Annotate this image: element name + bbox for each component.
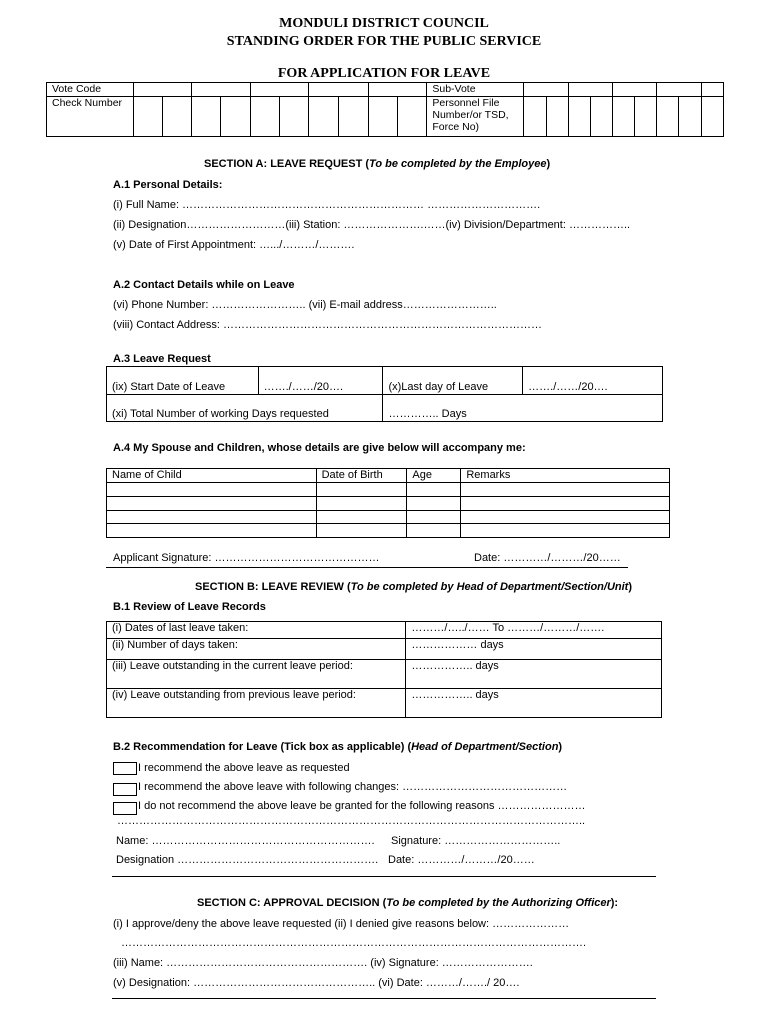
check-number-cell[interactable] — [338, 97, 369, 137]
start-date-field[interactable]: ……./……/20…. — [258, 367, 383, 395]
child-dob-cell[interactable] — [316, 524, 407, 538]
personnel-file-cell[interactable] — [701, 97, 723, 137]
approver-name-signature-field[interactable]: (iii) Name: ………………………………………………. (iv) Signature: ……………………. — [113, 957, 533, 969]
vote-code-cell[interactable] — [308, 83, 369, 97]
section-a-title-text: SECTION A: LEAVE REQUEST ( — [204, 158, 370, 170]
total-days-field[interactable]: ………….. Days — [383, 395, 663, 422]
applicant-signature-field[interactable]: Applicant Signature: ……………………………………… — [113, 552, 380, 564]
child-dob-cell[interactable] — [316, 511, 407, 524]
last-day-field[interactable]: ……./……/20…. — [523, 367, 663, 395]
section-c-divider — [112, 998, 656, 999]
personnel-file-line: Personnel File — [432, 97, 500, 109]
child-name-cell[interactable] — [107, 524, 317, 538]
children-row — [107, 511, 670, 524]
sub-vote-cell[interactable] — [701, 83, 723, 97]
vote-code-cell[interactable] — [134, 83, 192, 97]
a1-heading: A.1 Personal Details: — [113, 179, 223, 191]
children-table — [106, 468, 670, 538]
personnel-file-line: Number/or TSD, — [432, 109, 509, 121]
b2-heading-close: ) — [558, 741, 563, 753]
children-header-age: Age — [407, 469, 461, 483]
check-number-label: Check Number — [47, 97, 134, 137]
children-row — [107, 497, 670, 511]
section-a-title-note: To be completed by the Employee — [369, 158, 547, 170]
sub-vote-cell[interactable] — [524, 83, 569, 97]
children-header-name: Name of Child — [107, 469, 317, 483]
a2-heading: A.2 Contact Details while on Leave — [113, 279, 295, 291]
vote-code-cell[interactable] — [250, 83, 308, 97]
record-label: (ii) Number of days taken: — [107, 639, 406, 660]
section-b-divider — [112, 876, 656, 877]
section-c-title-close: ): — [610, 897, 619, 909]
reviewer-designation-field[interactable]: Designation ………………………………………………. — [116, 854, 379, 866]
record-label: (iii) Leave outstanding in the current leave period: — [107, 660, 406, 689]
full-name-field[interactable]: (i) Full Name: ………………………………………………………… …………………………. — [113, 199, 541, 211]
children-header-dob: Date of Birth — [316, 469, 407, 483]
start-date-label: (ix) Start Date of Leave — [107, 367, 259, 395]
check-number-cell[interactable] — [134, 97, 163, 137]
reviewer-date-field[interactable]: Date: …………/………/20…… — [388, 854, 535, 866]
personnel-file-cell[interactable] — [546, 97, 568, 137]
sub-vote-cell[interactable] — [657, 83, 702, 97]
council-name: MONDULI DISTRICT COUNCIL — [279, 16, 489, 31]
a3-heading: A.3 Leave Request — [113, 353, 211, 365]
designation-station-division-field[interactable]: (ii) Designation………………………(iii) Station: ………………….……(iv) Division/Department: …………….. — [113, 219, 631, 231]
first-appointment-field[interactable]: (v) Date of First Appointment: ….../………/………. — [113, 239, 355, 251]
b2-heading-note: Head of Department/Section — [411, 741, 559, 753]
vote-code-label: Vote Code — [47, 83, 134, 97]
leave-request-table — [106, 366, 663, 422]
personnel-file-cell[interactable] — [591, 97, 613, 137]
check-number-cell[interactable] — [308, 97, 338, 137]
sub-vote-cell[interactable] — [568, 83, 613, 97]
child-remarks-cell[interactable] — [461, 511, 670, 524]
check-number-cell[interactable] — [220, 97, 250, 137]
section-b-title-text: SECTION B: LEAVE REVIEW ( — [195, 581, 351, 593]
a4-heading: A.4 My Spouse and Children, whose details are give below will accompany me: — [113, 442, 526, 454]
section-c-title-note: To be completed by the Authorizing Officer — [386, 897, 611, 909]
personnel-file-cell[interactable] — [524, 97, 546, 137]
vote-code-cell[interactable] — [191, 83, 250, 97]
section-a-title-close: ) — [546, 158, 551, 170]
recommend-option-label: I recommend the above leave as requested — [138, 762, 350, 774]
phone-email-field[interactable]: (vi) Phone Number: …………………….. (vii) E-mail address…………………….. — [113, 299, 497, 311]
personnel-file-line: Force No) — [432, 121, 480, 133]
check-number-cell[interactable] — [250, 97, 279, 137]
denial-reasons-field[interactable]: ………………………………………………………………………………………………………………. — [121, 937, 587, 949]
record-value-field[interactable]: …………….. days — [406, 660, 662, 689]
record-value-field[interactable]: ………/…../…… To ………/………/……. — [406, 622, 662, 639]
leave-records-table — [106, 621, 662, 718]
check-number-cell[interactable] — [191, 97, 220, 137]
b2-heading-text: B.2 Recommendation for Leave (Tick box as applicable) ( — [113, 741, 412, 753]
b1-heading: B.1 Review of Leave Records — [113, 601, 266, 613]
section-b-title-close: ) — [628, 581, 632, 593]
personnel-file-cell[interactable] — [634, 97, 656, 137]
recommend-checkbox[interactable] — [113, 762, 137, 775]
section-b-title-note: To be completed by Head of Department/Section/Unit — [350, 581, 629, 593]
children-header-remarks: Remarks — [461, 469, 670, 483]
personnel-file-label — [427, 97, 524, 137]
recommend-changes-option-label[interactable]: I recommend the above leave with following changes: ……………………………………… — [138, 781, 568, 793]
child-name-cell[interactable] — [107, 497, 317, 511]
check-number-cell[interactable] — [279, 97, 308, 137]
record-label: (i) Dates of last leave taken: — [107, 622, 406, 639]
check-number-cell[interactable] — [369, 97, 398, 137]
contact-address-field[interactable]: (viii) Contact Address: …………………………………………………………………………… — [113, 319, 543, 331]
approve-deny-field[interactable]: (i) I approve/deny the above leave requested (ii) I denied give reasons below: ………………… — [113, 918, 570, 930]
b2-heading — [113, 741, 562, 753]
personnel-file-cell[interactable] — [613, 97, 634, 137]
section-b-title — [195, 581, 632, 593]
child-age-cell[interactable] — [407, 483, 461, 497]
child-age-cell[interactable] — [407, 524, 461, 538]
section-a-divider — [106, 567, 628, 568]
check-number-cell[interactable] — [162, 97, 191, 137]
not-recommend-option-label[interactable]: I do not recommend the above leave be granted for the following reasons …………………… — [138, 800, 586, 812]
recommend-changes-checkbox[interactable] — [113, 783, 137, 796]
personnel-file-cell[interactable] — [679, 97, 701, 137]
not-recommend-checkbox[interactable] — [113, 802, 137, 815]
approver-designation-date-field[interactable]: (v) Designation: ………………………………………….. (vi) Date: ………/……./ 20…. — [113, 977, 520, 989]
sub-vote-cell[interactable] — [613, 83, 657, 97]
child-age-cell[interactable] — [407, 511, 461, 524]
sub-vote-label: Sub-Vote — [427, 83, 524, 97]
total-days-label: (xi) Total Number of working Days requested — [107, 395, 383, 422]
child-remarks-cell[interactable] — [461, 524, 670, 538]
document-subtitle: STANDING ORDER FOR THE PUBLIC SERVICE — [226, 34, 542, 49]
child-remarks-cell[interactable] — [461, 497, 670, 511]
child-dob-cell[interactable] — [316, 497, 407, 511]
vote-code-cell[interactable] — [369, 83, 427, 97]
child-remarks-cell[interactable] — [461, 483, 670, 497]
child-name-cell[interactable] — [107, 511, 317, 524]
section-c-title — [197, 897, 618, 909]
record-value-field[interactable]: …………….. days — [406, 689, 662, 718]
form-title: FOR APPLICATION FOR LEAVE — [277, 66, 491, 81]
check-number-cell[interactable] — [398, 97, 427, 137]
section-c-title-text: SECTION C: APPROVAL DECISION ( — [197, 897, 387, 909]
record-value-field[interactable]: ……………… days — [406, 639, 662, 660]
children-row — [107, 483, 670, 497]
child-name-cell[interactable] — [107, 483, 317, 497]
child-dob-cell[interactable] — [316, 483, 407, 497]
section-a-title — [204, 158, 550, 170]
reviewer-name-field[interactable]: Name: ……………………………………………………. — [116, 835, 375, 847]
personnel-file-cell[interactable] — [568, 97, 590, 137]
record-label: (iv) Leave outstanding from previous leave period: — [107, 689, 406, 718]
identification-table — [46, 82, 724, 137]
applicant-date-field[interactable]: Date: …………/………/20…… — [474, 552, 621, 564]
child-age-cell[interactable] — [407, 497, 461, 511]
children-row — [107, 524, 670, 538]
not-recommend-reasons-field[interactable]: ……………………………………………………………………………………………………………….. — [117, 815, 586, 827]
reviewer-signature-field[interactable]: Signature: ………………………….. — [391, 835, 561, 847]
last-day-label: (x)Last day of Leave — [383, 367, 523, 395]
personnel-file-cell[interactable] — [657, 97, 679, 137]
